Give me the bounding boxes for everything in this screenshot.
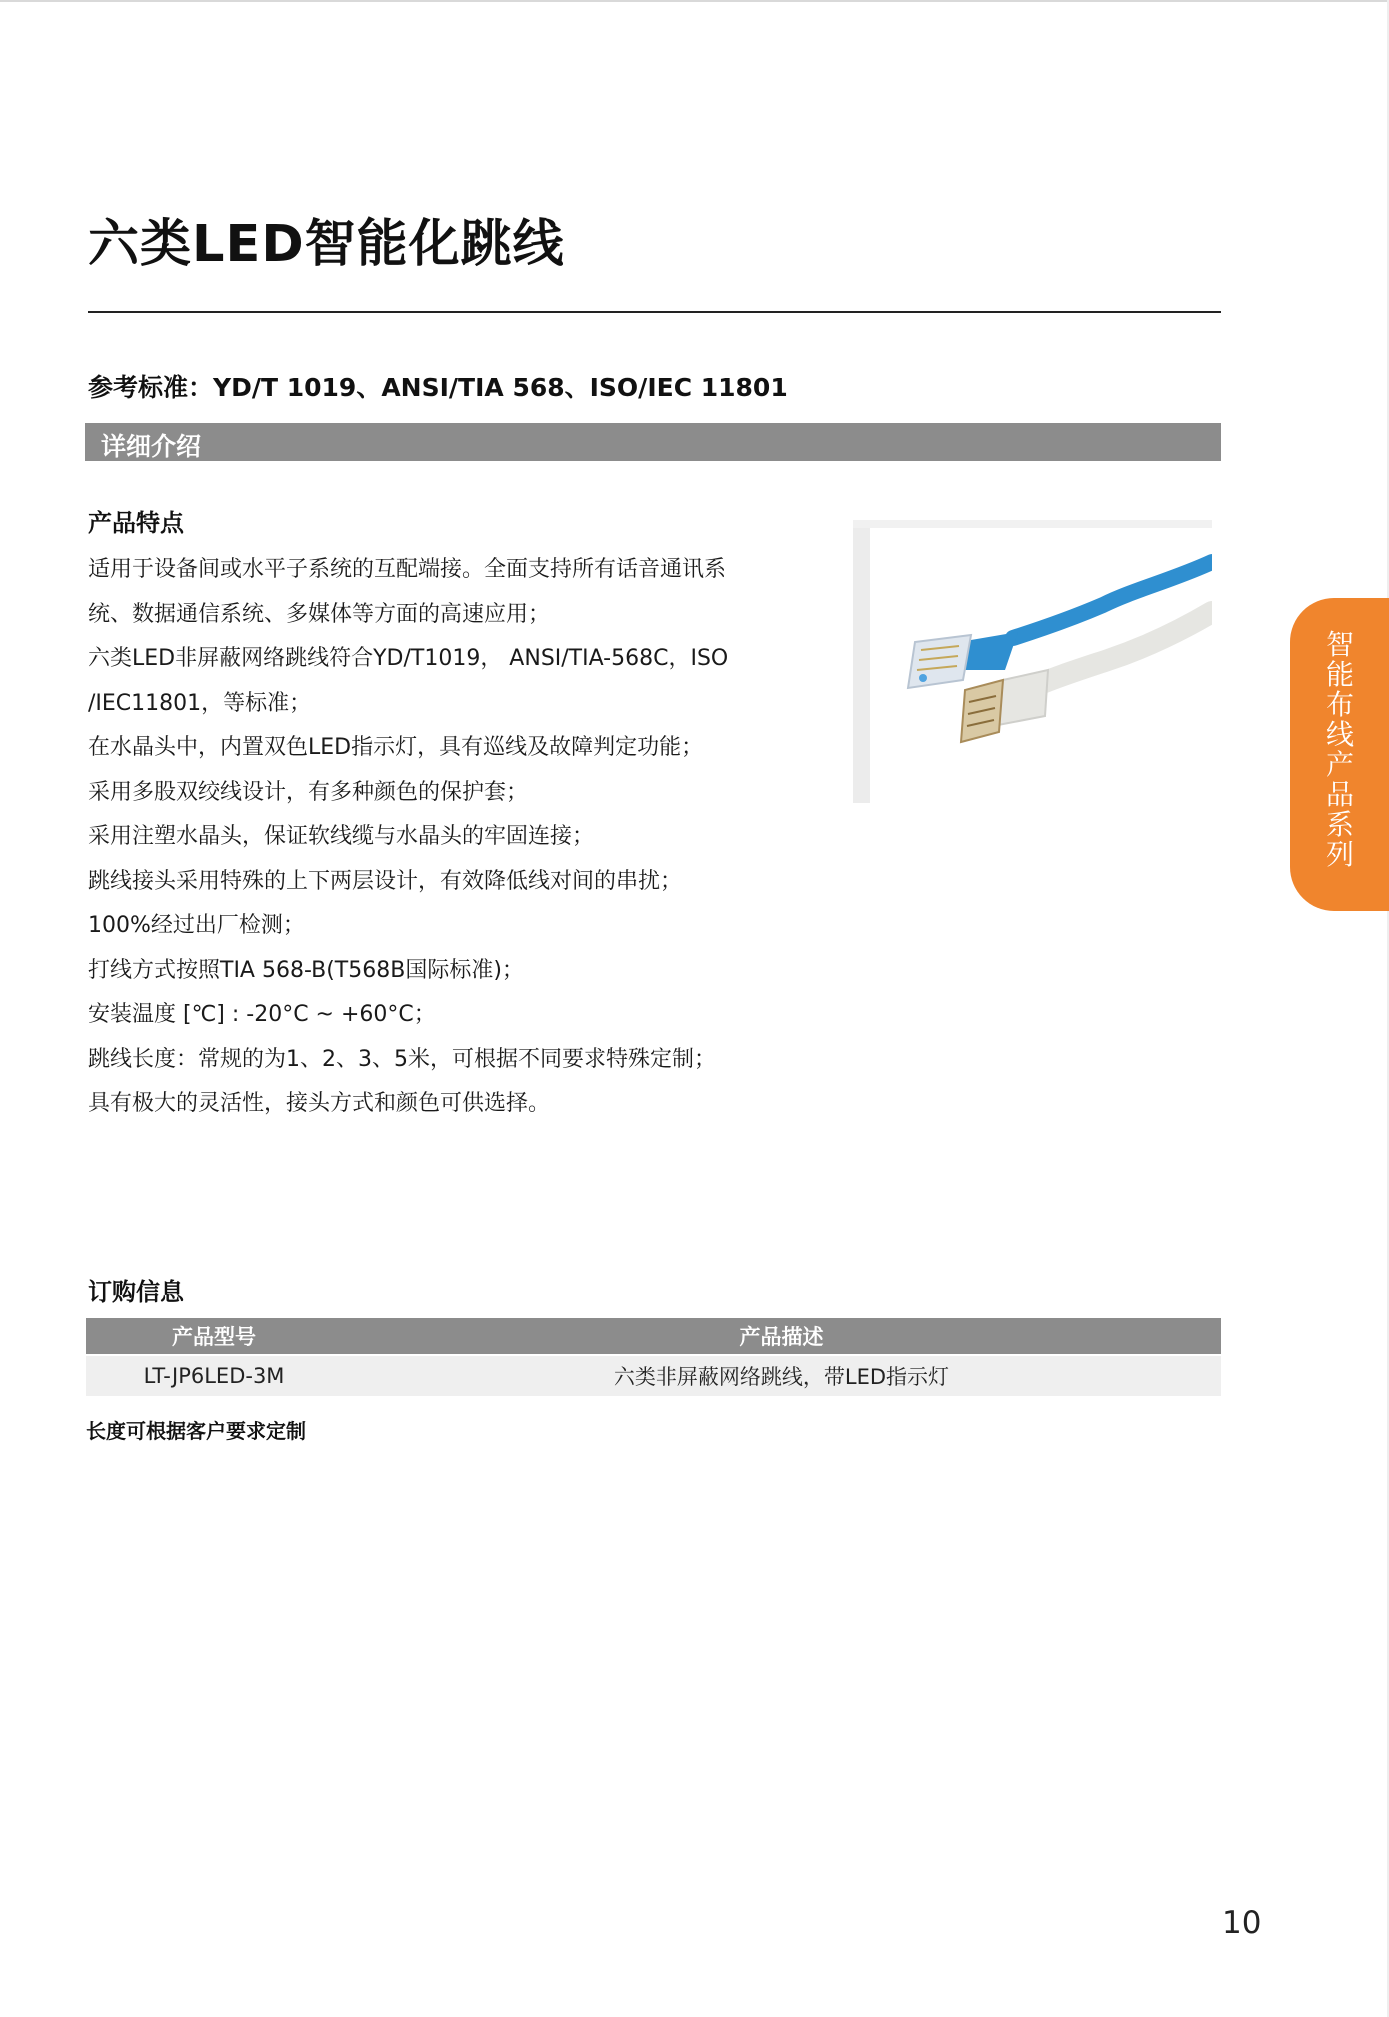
- feature-line: 跳线接头采用特殊的上下两层设计，有效降低线对间的串扰；: [88, 868, 683, 894]
- feature-line: 打线方式按照TIA 568-B(T568B国际标准)；: [88, 957, 524, 983]
- page-number: 10: [1222, 1905, 1262, 1941]
- order-note: 长度可根据客户要求定制: [86, 1419, 306, 1443]
- feature-line: 安装温度 [℃] : -20°C ~ +60°C；: [88, 1002, 436, 1027]
- reference-standards: 参考标准：YD/T 1019、ANSI/TIA 568、ISO/IEC 11801: [88, 373, 788, 402]
- column-header-description: 产品描述: [342, 1318, 1221, 1355]
- page-title: 六类LED智能化跳线: [88, 215, 565, 274]
- side-tab-char: 列: [1325, 838, 1354, 871]
- top-border-line: [0, 0, 1389, 2]
- feature-line: 具有极大的灵活性，接头方式和颜色可供选择。: [88, 1091, 551, 1116]
- feature-line: 六类LED非屏蔽网络跳线符合YD/T1019， ANSI/TIA-568C，ISO: [88, 646, 729, 671]
- feature-line: 统、数据通信系统、多媒体等方面的高速应用；: [88, 601, 551, 627]
- feature-line: 采用注塑水晶头，保证软线缆与水晶头的牢固连接；: [88, 824, 595, 849]
- side-tab-char: 品: [1325, 778, 1354, 811]
- title-divider: [88, 311, 1221, 313]
- order-table-header: [86, 1318, 1221, 1355]
- section-heading: 详细介绍: [101, 432, 202, 461]
- column-header-model: 产品型号: [86, 1318, 342, 1355]
- cell-description: 六类非屏蔽网络跳线，带LED指示灯: [342, 1355, 1221, 1396]
- table-row: [86, 1355, 1221, 1396]
- feature-line: 跳线长度：常规的为1、2、3、5米，可根据不同要求特殊定制；: [88, 1046, 716, 1072]
- side-category-tab: [1290, 598, 1389, 911]
- feature-line: 适用于设备间或水平子系统的互配端接。全面支持所有话音通讯系: [88, 557, 727, 582]
- feature-line: 采用多股双绞线设计，有多种颜色的保护套；: [88, 779, 529, 805]
- patch-cable-photo: [853, 520, 1212, 803]
- features-heading: 产品特点: [88, 509, 184, 537]
- side-tab-char: 产: [1325, 748, 1354, 781]
- feature-line: 100%经过出厂检测；: [88, 913, 305, 938]
- section-header-bar: [85, 423, 1221, 461]
- side-tab-label: [1310, 630, 1370, 870]
- side-tab-char: 线: [1325, 718, 1354, 751]
- side-tab-char: 能: [1325, 658, 1354, 691]
- side-tab-char: 系: [1325, 808, 1354, 841]
- cell-model: LT-JP6LED-3M: [86, 1355, 342, 1396]
- order-table: [86, 1318, 1221, 1396]
- features-list: [88, 548, 748, 1127]
- side-tab-char: 智: [1325, 628, 1354, 661]
- side-tab-char: 布: [1325, 688, 1354, 721]
- order-heading: 订购信息: [88, 1278, 184, 1306]
- feature-line: 在水晶头中，内置双色LED指示灯，具有巡线及故障判定功能；: [88, 735, 704, 760]
- feature-line: /IEC11801，等标准；: [88, 690, 312, 716]
